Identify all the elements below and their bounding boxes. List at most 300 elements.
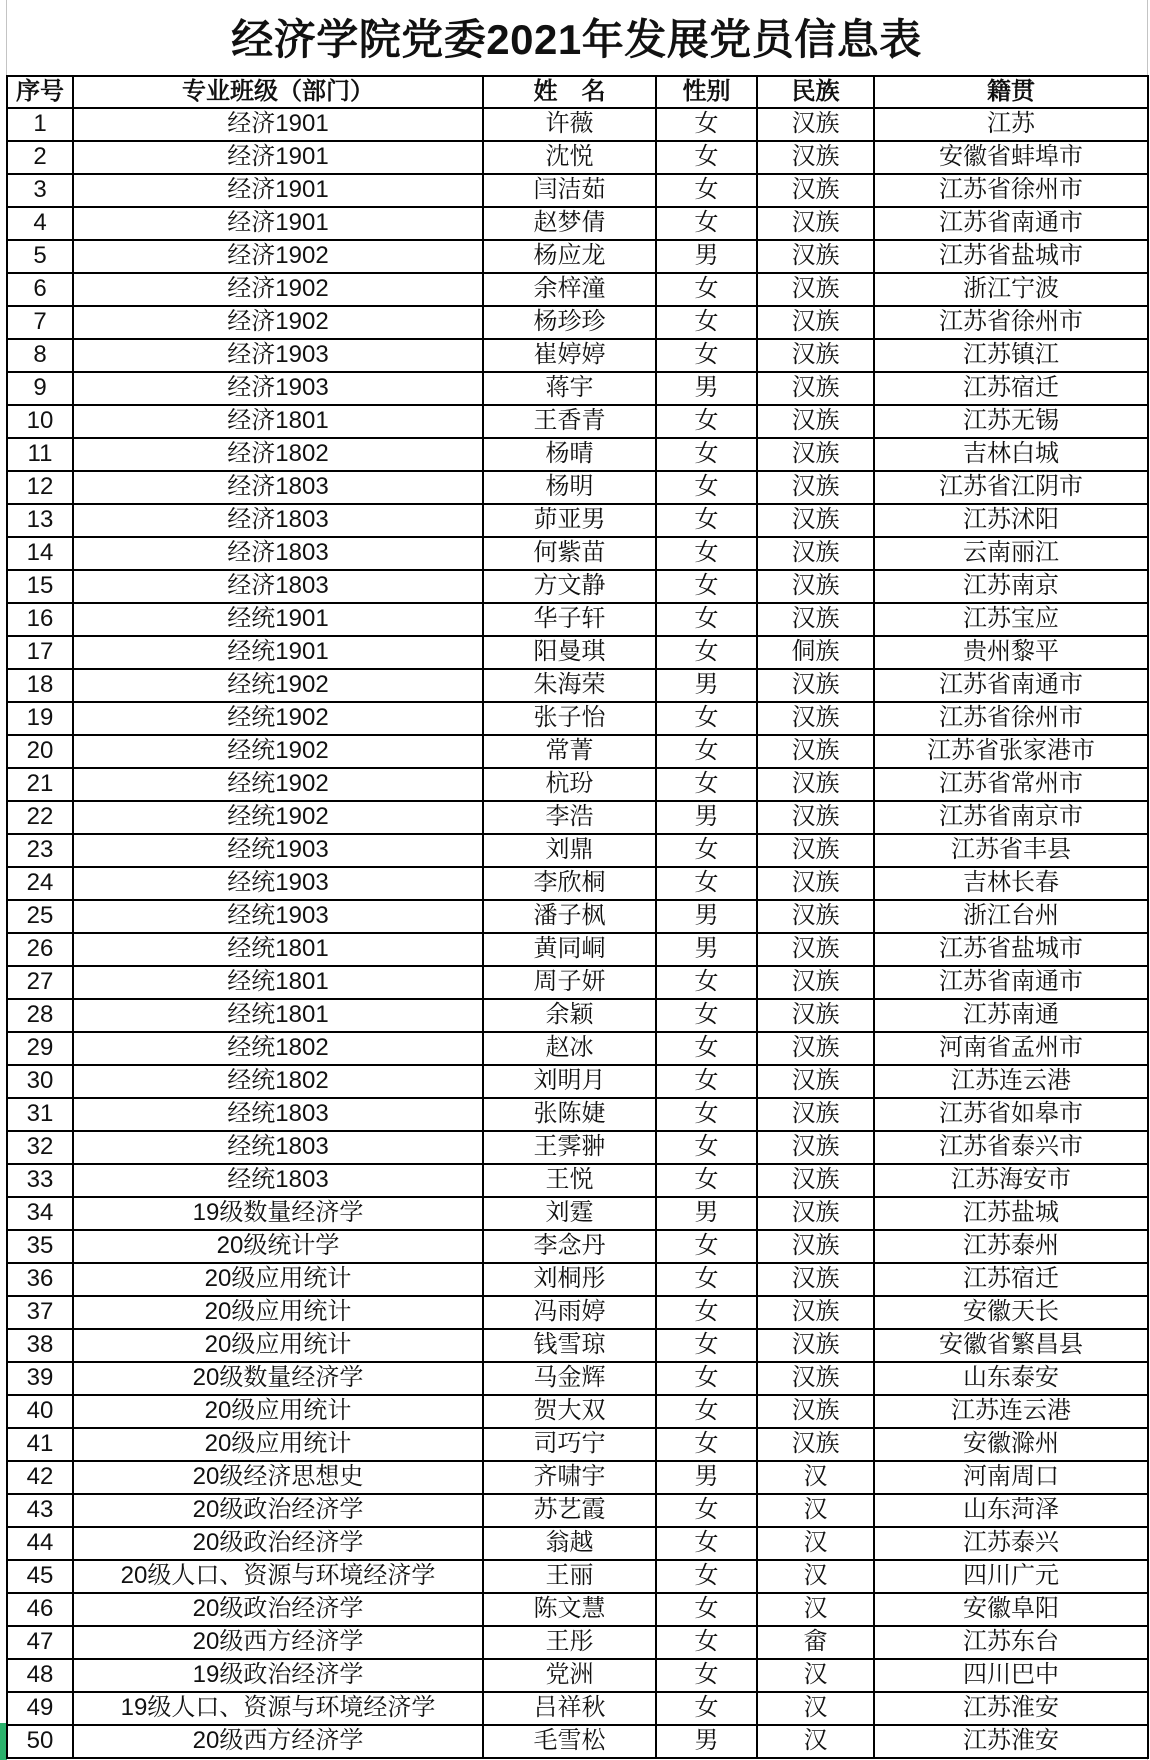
cell-class: 经济1803 [73,537,483,570]
cell-seq: 6 [7,273,73,306]
table-row [7,1395,1148,1428]
cell-gender: 女 [656,1659,757,1692]
cell-hometown: 江苏宿迁 [874,372,1148,405]
cell-seq: 21 [7,768,73,801]
cell-hometown: 浙江台州 [874,900,1148,933]
cell-gender: 女 [656,1395,757,1428]
cell-hometown: 江苏省江阴市 [874,471,1148,504]
table-row [7,273,1148,306]
cell-hometown: 江苏省南京市 [874,801,1148,834]
cell-name: 刘鼎 [483,834,656,867]
cell-seq: 20 [7,735,73,768]
cell-name: 华子轩 [483,603,656,636]
header-class: 专业班级（部门） [73,76,483,108]
table-row [7,1560,1148,1593]
cell-ethnicity: 汉族 [757,108,874,141]
cell-name: 何紫苗 [483,537,656,570]
cell-class: 经济1902 [73,240,483,273]
cell-hometown: 江苏宝应 [874,603,1148,636]
cell-gender: 女 [656,570,757,603]
cell-hometown: 江苏省南通市 [874,966,1148,999]
cell-gender: 男 [656,1197,757,1230]
cell-gender: 女 [656,636,757,669]
cell-ethnicity: 汉族 [757,1098,874,1131]
cell-hometown: 江苏沭阳 [874,504,1148,537]
cell-hometown: 山东菏泽 [874,1494,1148,1527]
table-row [7,702,1148,735]
cell-hometown: 江苏南京 [874,570,1148,603]
cell-seq: 19 [7,702,73,735]
table-row [7,174,1148,207]
cell-gender: 男 [656,372,757,405]
header-hometown: 籍贯 [874,76,1148,108]
page-title: 经济学院党委2021年发展党员信息表 [231,15,922,63]
table-row [7,1362,1148,1395]
cell-seq: 1 [7,108,73,141]
cell-name: 杨明 [483,471,656,504]
table-row [7,1428,1148,1461]
cell-ethnicity: 汉族 [757,1065,874,1098]
cell-gender: 男 [656,240,757,273]
cell-class: 经统1902 [73,801,483,834]
cell-seq: 43 [7,1494,73,1527]
cell-name: 马金辉 [483,1362,656,1395]
cell-hometown: 江苏省南通市 [874,207,1148,240]
cell-hometown: 江苏宿迁 [874,1263,1148,1296]
cell-seq: 7 [7,306,73,339]
cell-seq: 42 [7,1461,73,1494]
cell-class: 经统1902 [73,768,483,801]
cell-hometown: 江苏淮安 [874,1692,1148,1725]
cell-hometown: 江苏省盐城市 [874,240,1148,273]
cell-name: 闫洁茹 [483,174,656,207]
cell-ethnicity: 汉 [757,1494,874,1527]
cell-hometown: 四川巴中 [874,1659,1148,1692]
cell-name: 吕祥秋 [483,1692,656,1725]
cell-hometown: 江苏泰州 [874,1230,1148,1263]
cell-class: 20级西方经济学 [73,1725,483,1758]
header-gender: 性别 [656,76,757,108]
cell-gender: 女 [656,1032,757,1065]
cell-name: 潘子枫 [483,900,656,933]
cell-gender: 男 [656,1725,757,1758]
cell-ethnicity: 汉族 [757,735,874,768]
cell-seq: 50 [7,1725,73,1758]
cell-class: 经统1802 [73,1065,483,1098]
cell-name: 李浩 [483,801,656,834]
cell-ethnicity: 汉族 [757,1329,874,1362]
cell-ethnicity: 汉 [757,1692,874,1725]
table-row [7,1626,1148,1659]
cell-name: 党洲 [483,1659,656,1692]
cell-class: 20级应用统计 [73,1329,483,1362]
cell-class: 经统1901 [73,636,483,669]
cell-name: 杨晴 [483,438,656,471]
cell-class: 经统1903 [73,900,483,933]
cell-hometown: 江苏东台 [874,1626,1148,1659]
cell-ethnicity: 汉族 [757,834,874,867]
cell-seq: 37 [7,1296,73,1329]
table-row [7,966,1148,999]
cell-class: 20级数量经济学 [73,1362,483,1395]
cell-hometown: 河南省孟州市 [874,1032,1148,1065]
cell-ethnicity: 汉族 [757,867,874,900]
cell-ethnicity: 汉族 [757,207,874,240]
cell-hometown: 安徽阜阳 [874,1593,1148,1626]
table-row [7,1263,1148,1296]
cell-ethnicity: 汉族 [757,702,874,735]
cell-ethnicity: 汉族 [757,537,874,570]
cell-gender: 女 [656,603,757,636]
cell-gender: 女 [656,834,757,867]
cell-gender: 女 [656,1692,757,1725]
cell-class: 经统1801 [73,933,483,966]
cell-hometown: 江苏省徐州市 [874,306,1148,339]
table-row [7,141,1148,174]
table-row [7,1692,1148,1725]
cell-seq: 40 [7,1395,73,1428]
cell-class: 20级应用统计 [73,1263,483,1296]
cell-hometown: 江苏省盐城市 [874,933,1148,966]
cell-gender: 女 [656,1065,757,1098]
cell-gender: 女 [656,306,757,339]
cell-hometown: 江苏省徐州市 [874,702,1148,735]
cell-name: 蒋宇 [483,372,656,405]
cell-gender: 女 [656,1230,757,1263]
cell-ethnicity: 汉族 [757,1395,874,1428]
cell-name: 司巧宁 [483,1428,656,1461]
cell-seq: 14 [7,537,73,570]
cell-gender: 男 [656,933,757,966]
cell-seq: 48 [7,1659,73,1692]
cell-gender: 女 [656,768,757,801]
cell-ethnicity: 汉 [757,1527,874,1560]
cell-ethnicity: 汉族 [757,306,874,339]
cell-class: 经济1803 [73,504,483,537]
cell-seq: 29 [7,1032,73,1065]
table-row [7,207,1148,240]
cell-ethnicity: 汉族 [757,966,874,999]
cell-name: 朱海荣 [483,669,656,702]
cell-ethnicity: 汉族 [757,933,874,966]
cell-name: 余颖 [483,999,656,1032]
cell-hometown: 江苏无锡 [874,405,1148,438]
cell-name: 杨珍珍 [483,306,656,339]
cell-name: 王彤 [483,1626,656,1659]
cell-name: 方文静 [483,570,656,603]
cell-class: 20级经济思想史 [73,1461,483,1494]
table-row [7,1593,1148,1626]
cell-ethnicity: 汉族 [757,504,874,537]
table-row [7,636,1148,669]
table-row [7,999,1148,1032]
cell-ethnicity: 汉族 [757,1032,874,1065]
cell-ethnicity: 畲 [757,1626,874,1659]
table-row [7,1098,1148,1131]
cell-gender: 女 [656,207,757,240]
cell-class: 经统1803 [73,1098,483,1131]
cell-name: 钱雪琼 [483,1329,656,1362]
cell-class: 经统1903 [73,834,483,867]
table-row [7,1197,1148,1230]
cell-ethnicity: 汉族 [757,372,874,405]
cell-name: 崔婷婷 [483,339,656,372]
cell-seq: 3 [7,174,73,207]
table-row [7,438,1148,471]
cell-hometown: 江苏南通 [874,999,1148,1032]
cell-seq: 10 [7,405,73,438]
cell-class: 20级政治经济学 [73,1494,483,1527]
cell-seq: 35 [7,1230,73,1263]
table-row [7,471,1148,504]
cell-seq: 34 [7,1197,73,1230]
cell-name: 齐啸宇 [483,1461,656,1494]
cell-gender: 女 [656,1131,757,1164]
cell-name: 刘明月 [483,1065,656,1098]
cell-name: 周子妍 [483,966,656,999]
cell-seq: 41 [7,1428,73,1461]
table-row [7,108,1148,141]
table-row [7,1461,1148,1494]
table-row [7,1725,1148,1758]
cell-ethnicity: 汉族 [757,1296,874,1329]
table-row [7,1065,1148,1098]
cell-seq: 8 [7,339,73,372]
cell-hometown: 浙江宁波 [874,273,1148,306]
cell-seq: 23 [7,834,73,867]
cell-class: 经济1902 [73,306,483,339]
cell-ethnicity: 汉族 [757,1428,874,1461]
table-row [7,669,1148,702]
table-row [7,339,1148,372]
cell-ethnicity: 汉族 [757,801,874,834]
cell-class: 经济1901 [73,141,483,174]
cell-name: 李欣桐 [483,867,656,900]
cell-gender: 女 [656,1494,757,1527]
cell-hometown: 吉林长春 [874,867,1148,900]
cell-seq: 9 [7,372,73,405]
cell-hometown: 江苏连云港 [874,1065,1148,1098]
cell-name: 翁越 [483,1527,656,1560]
cell-hometown: 安徽省蚌埠市 [874,141,1148,174]
table-row [7,1527,1148,1560]
cell-ethnicity: 汉 [757,1461,874,1494]
cell-hometown: 江苏盐城 [874,1197,1148,1230]
cell-name: 王香青 [483,405,656,438]
cell-gender: 女 [656,735,757,768]
cell-seq: 32 [7,1131,73,1164]
header-ethnicity: 民族 [757,76,874,108]
cell-hometown: 江苏省丰县 [874,834,1148,867]
cell-ethnicity: 汉族 [757,1197,874,1230]
cell-gender: 女 [656,867,757,900]
cell-hometown: 山东泰安 [874,1362,1148,1395]
cell-gender: 女 [656,141,757,174]
cell-name: 沈悦 [483,141,656,174]
cell-seq: 26 [7,933,73,966]
table-row [7,933,1148,966]
cell-gender: 女 [656,537,757,570]
cell-hometown: 贵州黎平 [874,636,1148,669]
cell-name: 苏艺霞 [483,1494,656,1527]
cell-gender: 女 [656,1626,757,1659]
cell-name: 许薇 [483,108,656,141]
cell-gender: 男 [656,801,757,834]
cell-gender: 女 [656,273,757,306]
cell-name: 阳曼琪 [483,636,656,669]
cell-seq: 5 [7,240,73,273]
cell-hometown: 江苏 [874,108,1148,141]
table-row [7,570,1148,603]
table-row [7,1131,1148,1164]
cell-class: 经统1803 [73,1131,483,1164]
header-row [7,76,1148,108]
cell-name: 刘桐彤 [483,1263,656,1296]
cell-gender: 女 [656,1098,757,1131]
cell-class: 经统1901 [73,603,483,636]
table-row [7,537,1148,570]
cell-seq: 28 [7,999,73,1032]
cell-class: 20级政治经济学 [73,1593,483,1626]
table-row [7,1659,1148,1692]
cell-name: 王霁翀 [483,1131,656,1164]
cell-seq: 45 [7,1560,73,1593]
cell-gender: 女 [656,966,757,999]
cell-seq: 38 [7,1329,73,1362]
cell-hometown: 江苏省南通市 [874,669,1148,702]
cell-gender: 女 [656,1362,757,1395]
cell-gender: 男 [656,1461,757,1494]
cell-seq: 17 [7,636,73,669]
cell-seq: 36 [7,1263,73,1296]
table-row [7,1164,1148,1197]
cell-name: 王丽 [483,1560,656,1593]
cell-gender: 女 [656,702,757,735]
cell-seq: 18 [7,669,73,702]
cell-hometown: 江苏淮安 [874,1725,1148,1758]
cell-gender: 女 [656,405,757,438]
party-member-info-table [6,75,1149,1759]
cell-ethnicity: 汉族 [757,438,874,471]
table-row [7,405,1148,438]
cell-class: 经济1901 [73,108,483,141]
cell-class: 经济1802 [73,438,483,471]
cell-gender: 女 [656,471,757,504]
header-name: 姓 名 [483,76,656,108]
cell-ethnicity: 汉族 [757,240,874,273]
cell-name: 王悦 [483,1164,656,1197]
cell-seq: 16 [7,603,73,636]
cell-ethnicity: 侗族 [757,636,874,669]
cell-name: 常菁 [483,735,656,768]
cell-ethnicity: 汉族 [757,669,874,702]
cell-ethnicity: 汉族 [757,603,874,636]
cell-hometown: 江苏连云港 [874,1395,1148,1428]
cell-gender: 女 [656,1593,757,1626]
cell-gender: 女 [656,1164,757,1197]
cell-gender: 女 [656,1296,757,1329]
cell-class: 20级人口、资源与环境经济学 [73,1560,483,1593]
cell-class: 20级政治经济学 [73,1527,483,1560]
cell-seq: 22 [7,801,73,834]
table-row [7,1494,1148,1527]
cell-gender: 女 [656,438,757,471]
cell-class: 经济1801 [73,405,483,438]
table-row [7,1032,1148,1065]
table-row [7,306,1148,339]
cell-class: 经统1903 [73,867,483,900]
cell-class: 经统1902 [73,702,483,735]
cell-class: 经济1901 [73,174,483,207]
cell-gender: 女 [656,1263,757,1296]
cell-seq: 47 [7,1626,73,1659]
table-row [7,900,1148,933]
table-row [7,1230,1148,1263]
table-row [7,834,1148,867]
cell-gender: 女 [656,999,757,1032]
cell-class: 19级数量经济学 [73,1197,483,1230]
cell-seq: 33 [7,1164,73,1197]
cell-name: 黄同峒 [483,933,656,966]
cell-class: 经统1801 [73,966,483,999]
cell-ethnicity: 汉族 [757,141,874,174]
cell-name: 赵冰 [483,1032,656,1065]
cell-ethnicity: 汉族 [757,1263,874,1296]
cell-ethnicity: 汉族 [757,471,874,504]
cell-ethnicity: 汉 [757,1560,874,1593]
cell-hometown: 河南周口 [874,1461,1148,1494]
cell-class: 经统1801 [73,999,483,1032]
cell-gender: 女 [656,504,757,537]
cell-class: 经济1901 [73,207,483,240]
cell-ethnicity: 汉族 [757,1362,874,1395]
cell-hometown: 江苏省常州市 [874,768,1148,801]
cell-seq: 46 [7,1593,73,1626]
cell-name: 毛雪松 [483,1725,656,1758]
cell-hometown: 江苏省如皋市 [874,1098,1148,1131]
cell-seq: 11 [7,438,73,471]
cell-class: 经济1903 [73,372,483,405]
cell-ethnicity: 汉族 [757,174,874,207]
cell-seq: 44 [7,1527,73,1560]
cell-name: 余梓潼 [483,273,656,306]
table-row [7,603,1148,636]
cell-gender: 女 [656,1560,757,1593]
table-row [7,240,1148,273]
header-seq: 序号 [7,76,73,108]
cell-name: 张陈婕 [483,1098,656,1131]
cell-hometown: 吉林白城 [874,438,1148,471]
cell-class: 20级应用统计 [73,1296,483,1329]
cell-hometown: 江苏省张家港市 [874,735,1148,768]
cell-name: 陈文慧 [483,1593,656,1626]
cell-gender: 女 [656,339,757,372]
cell-class: 经济1803 [73,570,483,603]
cell-name: 冯雨婷 [483,1296,656,1329]
cell-class: 20级应用统计 [73,1428,483,1461]
cell-class: 经济1902 [73,273,483,306]
cell-name: 赵梦倩 [483,207,656,240]
cell-hometown: 江苏省泰兴市 [874,1131,1148,1164]
cell-name: 茆亚男 [483,504,656,537]
cell-gender: 女 [656,1329,757,1362]
cell-gender: 男 [656,669,757,702]
cell-gender: 女 [656,174,757,207]
table-row [7,1329,1148,1362]
cell-hometown: 江苏省徐州市 [874,174,1148,207]
cell-class: 经济1903 [73,339,483,372]
cell-seq: 30 [7,1065,73,1098]
